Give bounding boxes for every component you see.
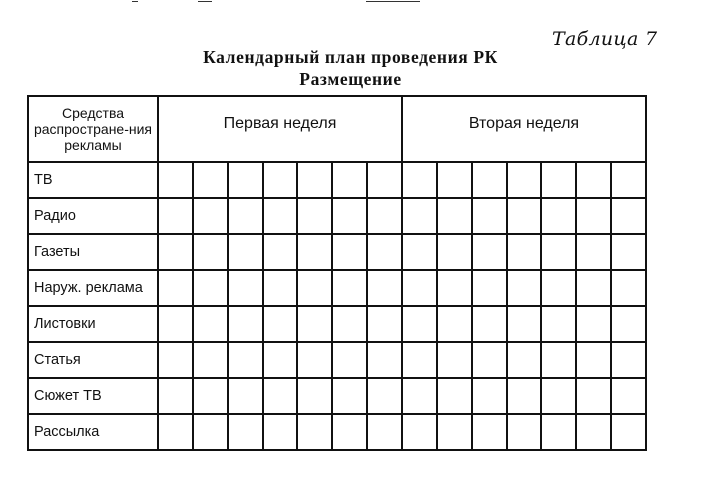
day-cell [576, 198, 611, 234]
day-cell [437, 342, 472, 378]
day-cell [472, 414, 507, 450]
day-cell [437, 270, 472, 306]
day-cell [576, 270, 611, 306]
day-cell [611, 342, 646, 378]
day-cell [263, 270, 298, 306]
day-cell [297, 414, 332, 450]
day-cell [193, 378, 228, 414]
header-media-column [28, 96, 158, 162]
day-cell [158, 378, 193, 414]
day-cell [472, 162, 507, 198]
day-cell [507, 234, 542, 270]
row-label: Радио [28, 198, 158, 234]
day-cell [576, 234, 611, 270]
day-cell [367, 198, 402, 234]
day-cell [611, 378, 646, 414]
day-cell [332, 378, 367, 414]
day-cell [437, 198, 472, 234]
title-line-2: Размещение [299, 69, 402, 89]
day-cell [263, 198, 298, 234]
day-cell [367, 378, 402, 414]
table-row [28, 270, 646, 306]
header-week-2: Вторая неделя [402, 96, 646, 162]
day-cell [332, 306, 367, 342]
day-cell [576, 414, 611, 450]
day-cell [541, 378, 576, 414]
table-body [28, 162, 646, 450]
day-cell [263, 234, 298, 270]
day-cell [158, 414, 193, 450]
day-cell [437, 414, 472, 450]
table-row [28, 162, 646, 198]
day-cell [297, 234, 332, 270]
day-cell [541, 270, 576, 306]
day-cell [576, 342, 611, 378]
day-cell [263, 162, 298, 198]
day-cell [158, 234, 193, 270]
row-label: Рассылка [28, 414, 158, 450]
day-cell [193, 270, 228, 306]
day-cell [472, 198, 507, 234]
row-label: Газеты [28, 234, 158, 270]
day-cell [228, 306, 263, 342]
day-cell [158, 306, 193, 342]
row-label: Листовки [28, 306, 158, 342]
day-cell [193, 414, 228, 450]
day-cell [472, 306, 507, 342]
day-cell [472, 234, 507, 270]
day-cell [297, 162, 332, 198]
row-label: Сюжет ТВ [28, 378, 158, 414]
day-cell [507, 162, 542, 198]
day-cell [332, 198, 367, 234]
day-cell [472, 270, 507, 306]
day-cell [193, 162, 228, 198]
day-cell [402, 378, 437, 414]
day-cell [541, 414, 576, 450]
day-cell [402, 270, 437, 306]
day-cell [541, 306, 576, 342]
header-week-1: Первая неделя [158, 96, 402, 162]
day-cell [541, 198, 576, 234]
header-media-label: Средства распростране-ния рекламы [33, 105, 153, 153]
day-cell [193, 306, 228, 342]
day-cell [402, 198, 437, 234]
row-label: ТВ [28, 162, 158, 198]
day-cell [263, 378, 298, 414]
table-row [28, 306, 646, 342]
day-cell [576, 162, 611, 198]
day-cell [507, 198, 542, 234]
day-cell [228, 270, 263, 306]
day-cell [576, 378, 611, 414]
row-label: Наруж. реклама [28, 270, 158, 306]
top-edge-marks [0, 0, 701, 6]
day-cell [437, 378, 472, 414]
day-cell [193, 342, 228, 378]
day-cell [437, 234, 472, 270]
day-cell [507, 270, 542, 306]
day-cell [437, 306, 472, 342]
day-cell [367, 162, 402, 198]
day-cell [541, 342, 576, 378]
day-cell [158, 270, 193, 306]
table-row [28, 234, 646, 270]
day-cell [332, 270, 367, 306]
day-cell [402, 306, 437, 342]
day-cell [611, 306, 646, 342]
day-cell [437, 162, 472, 198]
day-cell [158, 198, 193, 234]
calendar-plan-table [27, 95, 647, 451]
day-cell [611, 198, 646, 234]
table-number: Таблица 7 [552, 28, 658, 50]
day-cell [332, 162, 367, 198]
day-cell [367, 234, 402, 270]
day-cell [472, 342, 507, 378]
day-cell [228, 414, 263, 450]
day-cell [263, 342, 298, 378]
day-cell [297, 306, 332, 342]
day-cell [507, 414, 542, 450]
day-cell [332, 414, 367, 450]
day-cell [402, 342, 437, 378]
day-cell [332, 342, 367, 378]
day-cell [297, 378, 332, 414]
table-row [28, 414, 646, 450]
day-cell [472, 378, 507, 414]
day-cell [158, 342, 193, 378]
day-cell [541, 234, 576, 270]
day-cell [611, 162, 646, 198]
day-cell [541, 162, 576, 198]
day-cell [367, 270, 402, 306]
row-label: Статья [28, 342, 158, 378]
day-cell [367, 414, 402, 450]
day-cell [297, 270, 332, 306]
day-cell [263, 414, 298, 450]
day-cell [611, 414, 646, 450]
table-row [28, 342, 646, 378]
day-cell [507, 342, 542, 378]
day-cell [402, 162, 437, 198]
day-cell [228, 378, 263, 414]
day-cell [228, 198, 263, 234]
day-cell [228, 162, 263, 198]
title-line-1: Календарный план проведения РК [203, 47, 498, 67]
day-cell [228, 342, 263, 378]
day-cell [297, 342, 332, 378]
day-cell [507, 378, 542, 414]
page-title [0, 46, 701, 90]
day-cell [576, 306, 611, 342]
day-cell [367, 342, 402, 378]
day-cell [228, 234, 263, 270]
day-cell [507, 306, 542, 342]
day-cell [193, 198, 228, 234]
day-cell [158, 162, 193, 198]
table-row [28, 378, 646, 414]
day-cell [297, 198, 332, 234]
day-cell [611, 270, 646, 306]
day-cell [193, 234, 228, 270]
day-cell [367, 306, 402, 342]
table-row [28, 198, 646, 234]
header-row [28, 96, 646, 162]
day-cell [402, 414, 437, 450]
day-cell [402, 234, 437, 270]
day-cell [263, 306, 298, 342]
day-cell [611, 234, 646, 270]
day-cell [332, 234, 367, 270]
